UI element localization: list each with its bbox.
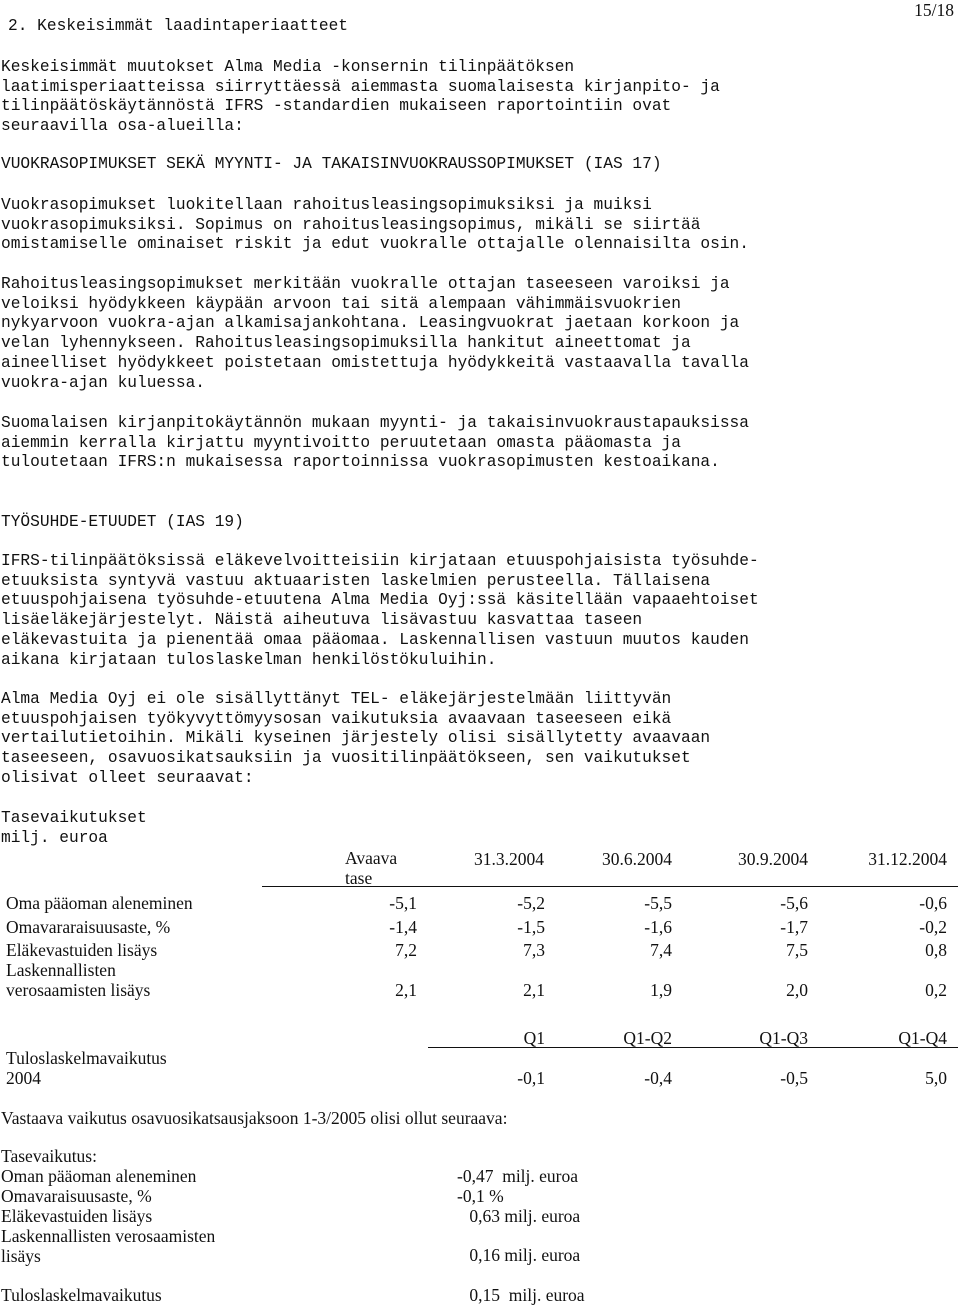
row-label: Omavararaisuusaste, %: [6, 917, 171, 937]
cell: -0,5: [780, 1068, 808, 1088]
section-title: 2. Keskeisimmät laadintaperiaatteet: [8, 17, 348, 35]
list-item-label: Oman pääoman aleneminen: [1, 1166, 197, 1186]
row-label: Tuloslaskelmavaikutus 2004: [6, 1048, 167, 1088]
cell: -1,7: [780, 917, 808, 937]
row-label: Oma pääoman aleneminen: [6, 893, 193, 913]
row-label: Eläkevastuiden lisäys: [6, 940, 158, 960]
list-item-label: Omavaraisuusaste, %: [1, 1186, 152, 1206]
table-row: [0, 940, 960, 962]
heading-employee-benefits: TYÖSUHDE-ETUUDET (IAS 19): [1, 513, 244, 531]
q1-2005-sentence: Vastaava vaikutus osavuosikatsausjaksoon 1-3/2005 olisi ollut seuraava:: [1, 1108, 508, 1128]
table1-header-q4: 31.12.2004: [868, 849, 947, 869]
table-row: [0, 893, 960, 915]
cell: -5,1: [389, 893, 417, 913]
table-row: [0, 1048, 960, 1092]
cell: -5,6: [780, 893, 808, 913]
table1-header-opening: Avaava tase: [345, 848, 398, 888]
list-item-value: -0,1 %: [457, 1186, 504, 1206]
cell: 0,8: [925, 940, 947, 960]
leases-paragraph-1: Vuokrasopimukset luokitellaan rahoitusleasingsopimuksiksi ja muiksi vuokrasopimuksiksi. Sopimus on rahoitusleasingsopimus, mikäli se siirtää omistamiselle ominaiset riskit ja edut vuokralle ottajalle olennaisilta osin.: [1, 196, 749, 254]
list-item-value: 0,63 milj. euroa: [465, 1206, 581, 1226]
cell: -1,5: [517, 917, 545, 937]
table2-header-q1: Q1: [523, 1028, 545, 1048]
cell: 2,1: [395, 980, 417, 1000]
table-row: [0, 917, 960, 939]
table1-header-q2: 30.6.2004: [602, 849, 672, 869]
list-item-label: Tuloslaskelmavaikutus: [1, 1285, 162, 1305]
list-item-value: 0,16 milj. euroa: [465, 1245, 581, 1265]
cell: 7,2: [395, 940, 417, 960]
cell: 1,9: [650, 980, 672, 1000]
cell: -0,6: [919, 893, 947, 913]
cell: 7,5: [786, 940, 808, 960]
intro-paragraph: Keskeisimmät muutokset Alma Media -konsernin tilinpäätöksen laatimisperiaatteissa siirryttäessä aiemmasta suomalaisesta kirjanpito- ja tilinpäätöskäytännöstä IFRS -standardien mukaiseen raportointiin ovat seuraavilla osa-alueilla:: [1, 58, 720, 136]
table-row: [0, 960, 960, 1004]
list-item-value: -0,47 milj. euroa: [457, 1166, 579, 1186]
table2-header-q1-q4: Q1-Q4: [898, 1028, 947, 1048]
leases-paragraph-2: Rahoitusleasingsopimukset merkitään vuokralle ottajan taseeseen varoiksi ja veloiksi hyödykkeen käypään arvoon tai sitä alempaan vähimmäisvuokrien nykyarvoon vuokra-ajan alkamisajankohtana. Leasingvuokrat jaetaan korkoon ja velan lyhennykseen. Rahoitusleasingsopimuksilla hankitut aineettomat ja aineelliset hyödykkeet poistetaan omistettuja hyödykkeitä vastaavalla tavalla vuokra-ajan kuluessa.: [1, 275, 749, 392]
list-item-label: Laskennallisten verosaamisten lisäys: [1, 1226, 216, 1266]
cell: 2,1: [523, 980, 545, 1000]
table1-caption: Tasevaikutukset milj. euroa: [1, 809, 147, 847]
benefits-paragraph-1: IFRS-tilinpäätöksissä eläkevelvoitteisiin kirjataan etuuspohjaisista työsuhde- etuuksista syntyvä vastuu aktuaaristen laskelmien perusteella. Tällaisena etuuspohjaisena työsuhde-etuutena Alma Media Oyj:ssä käsitellään vapaaehtoiset lisäeläkejärjestelyt. Näistä aiheutuva lisävastuu kasvattaa taseen eläkevastuita ja pienentää omaa pääomaa. Laskennallisen vastuun muutos kauden aikana kirjataan tuloslaskelman henkilöstökuluihin.: [1, 552, 759, 669]
cell: 0,2: [925, 980, 947, 1000]
cell: -5,2: [517, 893, 545, 913]
table1-header-q1: 31.3.2004: [474, 849, 544, 869]
cell: -0,2: [919, 917, 947, 937]
leases-paragraph-3: Suomalaisen kirjanpitokäytännön mukaan myynti- ja takaisinvuokraustapauksissa aiemmin kerralla kirjattu myyntivoitto peruutetaan omasta pääomasta ja tuloutetaan IFRS:n mukaisessa raportoinnissa vuokrasopimusten kestoaikana.: [1, 414, 749, 472]
q1-list-heading: Tasevaikutus:: [1, 1146, 97, 1166]
list-item-value: 0,15 milj. euroa: [465, 1285, 585, 1305]
table1-header-rule: [262, 886, 958, 887]
benefits-paragraph-2: Alma Media Oyj ei ole sisällyttänyt TEL- eläkejärjestelmään liittyvän etuuspohjaisen työkyvyttömyysosan vaikutuksia avaavaan taseeseen eikä vertailutietoihin. Mikäli kyseinen järjestely olisi sisällytetty avaavaan taseeseen, osavuosikatsauksiin ja vuositilinpäätökseen, sen vaikutukset olisivat olleet seuraavat:: [1, 690, 711, 787]
cell: 7,4: [650, 940, 672, 960]
heading-leases: VUOKRASOPIMUKSET SEKÄ MYYNTI- JA TAKAISINVUOKRAUSSOPIMUKSET (IAS 17): [1, 155, 662, 173]
cell: -0,4: [644, 1068, 672, 1088]
cell: 5,0: [925, 1068, 947, 1088]
cell: -5,5: [644, 893, 672, 913]
cell: 7,3: [523, 940, 545, 960]
cell: -0,1: [517, 1068, 545, 1088]
table2-header-q1-q2: Q1-Q2: [623, 1028, 672, 1048]
cell: -1,4: [389, 917, 417, 937]
row-label: Laskennallisten verosaamisten lisäys: [6, 960, 151, 1000]
table2-header-q1-q3: Q1-Q3: [759, 1028, 808, 1048]
cell: 2,0: [786, 980, 808, 1000]
cell: -1,6: [644, 917, 672, 937]
table1-header-q3: 30.9.2004: [738, 849, 808, 869]
page-number: 15/18: [914, 0, 954, 20]
list-item-label: Eläkevastuiden lisäys: [1, 1206, 153, 1226]
